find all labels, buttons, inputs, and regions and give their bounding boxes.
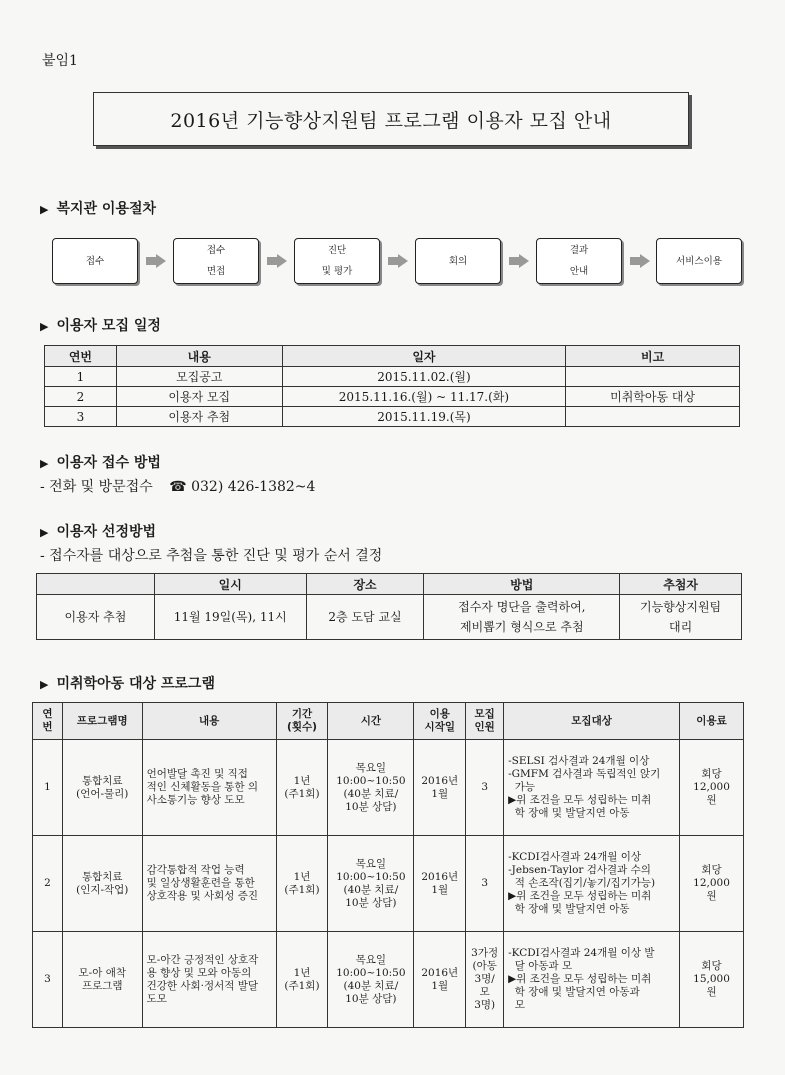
program-quota-cell xyxy=(466,836,504,932)
program-target-cell xyxy=(504,836,680,932)
cell-line: (주1회) xyxy=(284,883,320,896)
cell-line: (주1회) xyxy=(284,787,320,800)
program-fee-cell xyxy=(680,836,744,932)
flow-step-text: 접수 xyxy=(206,245,226,256)
header-line: (횟수) xyxy=(287,721,317,733)
cell-line: 12,000 xyxy=(693,781,730,793)
flow-step-text: 결과 xyxy=(569,245,589,256)
table-cell: 2 xyxy=(45,387,117,407)
program-name-cell xyxy=(62,740,142,836)
cell-line: 2016년 xyxy=(421,774,459,787)
program-period-cell xyxy=(276,740,328,836)
section-schedule-label: 이용자 모집 일정 xyxy=(56,318,161,334)
cell-line: ▶위 조건을 모두 성립하는 미취 xyxy=(508,973,652,985)
cell-line: -SELSI 검사결과 24개월 이상 xyxy=(508,755,650,767)
cell-line: 모-아간 긍정적인 상호작 xyxy=(146,953,259,966)
arrow-right-icon xyxy=(640,254,650,268)
arrow-right-icon xyxy=(519,254,529,268)
cell-line: 회당 xyxy=(701,768,722,780)
flow-step-text: 진단 xyxy=(327,245,347,256)
selection-table xyxy=(36,573,742,640)
program-quota-cell xyxy=(466,932,504,1028)
section-procedure xyxy=(40,198,156,218)
cell-line: 3명) xyxy=(474,999,496,1011)
program-name-cell xyxy=(62,836,142,932)
section-reception xyxy=(40,452,161,472)
table-header: 일시 xyxy=(154,574,306,595)
cell-line: 10분 상담) xyxy=(345,896,397,909)
cell-line: 3명/ xyxy=(474,973,495,985)
table-header xyxy=(466,703,504,740)
program-period-cell xyxy=(276,932,328,1028)
cell-line: 모-아 애착 xyxy=(78,966,126,979)
table-cell: 2015.11.02.(월) xyxy=(282,367,566,387)
cell-line: (40분 치료/ xyxy=(343,883,399,896)
section-procedure-label: 복지관 이용절차 xyxy=(56,201,157,217)
section-programs-label: 미취학아동 대상 프로그램 xyxy=(56,676,215,692)
table-cell: 모집공고 xyxy=(116,367,282,387)
table-header: 장소 xyxy=(306,574,424,595)
schedule-table xyxy=(44,345,740,427)
table-cell: 3 xyxy=(45,407,117,427)
triangle-bullet-icon: ▶ xyxy=(40,320,49,333)
document-title-box xyxy=(93,92,689,146)
program-time-cell xyxy=(328,932,414,1028)
cell-line: 프로그램 xyxy=(81,979,123,992)
cell-line: 학 장애 및 발달지연 아동 xyxy=(508,807,630,819)
cell-line: 용 향상 및 모와 아동의 xyxy=(146,966,252,979)
table-cell xyxy=(620,595,742,640)
drawer-line: 대리 xyxy=(668,620,693,634)
cell-line: 원 xyxy=(706,794,717,806)
cell-line: 학 장애 및 발달지연 아동과 xyxy=(508,986,640,998)
cell-line: 1 xyxy=(44,781,51,793)
section-selection xyxy=(40,521,156,541)
table-cell: 2015.11.16.(월) ~ 11.17.(화) xyxy=(282,387,566,407)
table-row xyxy=(33,932,744,1028)
table-header: 프로그램명 xyxy=(62,703,142,740)
cell-line: 적 손조작(집기/놓기/집기가능) xyxy=(508,877,656,889)
cell-line: (언어-물리) xyxy=(76,787,129,800)
table-cell xyxy=(566,367,740,387)
program-no-cell xyxy=(33,836,63,932)
cell-line: 12,000 xyxy=(693,877,730,889)
cell-line: 회당 xyxy=(701,864,722,876)
cell-line: 10:00~10:50 xyxy=(336,966,406,979)
flow-step-text: 및 평가 xyxy=(321,266,353,277)
table-header xyxy=(414,703,466,740)
cell-line: 도모 xyxy=(146,992,167,1005)
table-header: 모집대상 xyxy=(504,703,680,740)
cell-line: 2016년 xyxy=(421,966,459,979)
cell-line: 10:00~10:50 xyxy=(336,870,406,883)
method-line: 제비뽑기 형식으로 추첨 xyxy=(460,620,584,634)
flow-step-text: 접수 xyxy=(85,255,105,267)
cell-line: 통합치료 xyxy=(81,870,123,883)
table-cell: 이용자 추첨 xyxy=(116,407,282,427)
table-row xyxy=(37,595,742,640)
flow-step-1 xyxy=(52,238,138,284)
table-row xyxy=(33,836,744,932)
cell-line: 15,000 xyxy=(693,973,730,985)
flow-step-3 xyxy=(294,238,380,284)
procedure-flow xyxy=(52,238,742,290)
table-header-diagonal xyxy=(37,574,155,595)
cell-line: (주1회) xyxy=(284,979,320,992)
cell-line: 3 xyxy=(44,973,51,985)
program-period-cell xyxy=(276,836,328,932)
program-start-cell xyxy=(414,836,466,932)
cell-line: 3 xyxy=(481,781,488,793)
table-cell: 1 xyxy=(45,367,117,387)
cell-line: (40분 치료/ xyxy=(343,979,399,992)
cell-line: 언어발달 촉진 및 직접 xyxy=(146,768,248,780)
header-line: 인원 xyxy=(474,721,495,733)
header-line: 시작일 xyxy=(424,721,455,733)
section-schedule xyxy=(40,315,161,335)
cell-line: 목요일 xyxy=(355,761,387,774)
cell-line: 10분 상담) xyxy=(345,800,397,813)
section-reception-label: 이용자 접수 방법 xyxy=(56,455,161,471)
cell-line: 1월 xyxy=(431,883,449,896)
arrow-right-icon xyxy=(277,254,287,268)
cell-line: 2016년 xyxy=(421,870,459,883)
cell-line: 10:00~10:50 xyxy=(336,774,406,787)
flow-step-5 xyxy=(536,238,622,284)
section-selection-label: 이용자 선정방법 xyxy=(56,524,157,540)
table-row xyxy=(45,387,740,407)
table-row xyxy=(33,740,744,836)
cell-line: 1월 xyxy=(431,979,449,992)
table-cell: 2015.11.19.(목) xyxy=(282,407,566,427)
cell-line: 목요일 xyxy=(355,857,387,870)
cell-line: (40분 치료/ xyxy=(343,787,399,800)
program-time-cell xyxy=(328,836,414,932)
triangle-bullet-icon: ▶ xyxy=(40,526,49,539)
program-target-cell xyxy=(504,932,680,1028)
program-start-cell xyxy=(414,932,466,1028)
section-programs xyxy=(40,673,215,693)
program-name-cell xyxy=(62,932,142,1028)
table-row xyxy=(45,407,740,427)
table-header: 비고 xyxy=(566,346,740,367)
header-line: 기간 xyxy=(291,708,313,720)
cell-line: 1년 xyxy=(293,966,311,979)
triangle-bullet-icon: ▶ xyxy=(40,457,49,470)
table-row xyxy=(45,367,740,387)
table-header-row xyxy=(45,346,740,367)
cell-line: 모 xyxy=(479,986,490,998)
cell-line: 적인 신체활동을 통한 의 xyxy=(146,781,259,793)
cell-line: 통합치료 xyxy=(81,774,123,787)
header-line: 모집 xyxy=(474,708,495,720)
table-header: 방법 xyxy=(424,574,620,595)
table-header-row xyxy=(33,703,744,740)
table-header-row xyxy=(37,574,742,595)
program-table xyxy=(32,702,744,1028)
cell-line: 달 아동과 모 xyxy=(508,960,573,972)
cell-line: 및 일상생활훈련을 통한 xyxy=(146,877,255,889)
cell-line: (인지-작업) xyxy=(76,883,129,896)
cell-line: 감각통합적 작업 능력 xyxy=(146,864,245,876)
cell-line: 상호작용 및 사회성 증진 xyxy=(146,890,259,902)
cell-line: 회당 xyxy=(701,960,722,972)
cell-line: ▶위 조건을 모두 성립하는 미취 xyxy=(508,890,652,902)
arrow-right-icon xyxy=(398,254,408,268)
triangle-bullet-icon: ▶ xyxy=(40,203,49,216)
cell-line: 1년 xyxy=(293,774,311,787)
program-content-cell xyxy=(142,740,276,836)
cell-line: 3가정 xyxy=(471,947,499,959)
cell-line: ▶위 조건을 모두 성립하는 미취 xyxy=(508,794,652,806)
reception-phone: ☎ 032) 426-1382~4 xyxy=(169,479,316,495)
cell-line: 2 xyxy=(44,877,51,889)
program-content-cell xyxy=(142,932,276,1028)
document-title: 2016년 기능향상지원팀 프로그램 이용자 모집 안내 xyxy=(170,109,612,132)
arrow-right-icon xyxy=(156,254,166,268)
header-line: 이용 xyxy=(429,708,450,720)
table-header: 연번 xyxy=(45,346,117,367)
table-header: 시간 xyxy=(328,703,414,740)
cell-line: 원 xyxy=(706,986,717,998)
table-header: 추첨자 xyxy=(620,574,742,595)
cell-line: -GMFM 검사결과 독립적인 앉기 xyxy=(508,768,661,780)
program-quota-cell xyxy=(466,740,504,836)
header-line: 번 xyxy=(42,721,53,733)
cell-line: (아동 xyxy=(472,960,497,972)
flow-step-text: 면접 xyxy=(206,266,226,277)
cell-line: 1월 xyxy=(431,787,449,800)
cell-line: 학 장애 및 발달지연 아동 xyxy=(508,903,630,915)
method-line: 접수자 명단을 출력하여, xyxy=(458,600,586,614)
table-cell xyxy=(566,407,740,427)
reception-method xyxy=(40,476,315,496)
reception-text: - 전화 및 방문접수 xyxy=(40,479,153,495)
table-header: 내용 xyxy=(116,346,282,367)
program-fee-cell xyxy=(680,932,744,1028)
table-cell: 11월 19일(목), 11시 xyxy=(154,595,306,640)
program-no-cell xyxy=(33,740,63,836)
table-header: 내용 xyxy=(142,703,276,740)
triangle-bullet-icon: ▶ xyxy=(40,678,49,691)
table-header xyxy=(33,703,63,740)
selection-text: - 접수자를 대상으로 추첨을 통한 진단 및 평가 순서 결정 xyxy=(40,548,383,564)
cell-line: 목요일 xyxy=(355,953,387,966)
cell-line: 10분 상담) xyxy=(345,992,397,1005)
flow-step-text: 회의 xyxy=(448,255,468,267)
header-line: 연 xyxy=(42,708,53,720)
table-cell: 2층 도담 교실 xyxy=(306,595,424,640)
program-rows xyxy=(33,740,744,1028)
cell-line: 모 xyxy=(508,999,525,1011)
program-time-cell xyxy=(328,740,414,836)
cell-line: 사소통기능 향상 도모 xyxy=(146,794,245,806)
cell-line: 3 xyxy=(481,877,488,889)
flow-step-text: 안내 xyxy=(569,266,589,277)
program-no-cell xyxy=(33,932,63,1028)
table-cell xyxy=(424,595,620,640)
cell-line: 건강한 사회·정서적 발달 xyxy=(146,979,259,992)
table-header: 이용료 xyxy=(680,703,744,740)
program-fee-cell xyxy=(680,740,744,836)
table-header: 일자 xyxy=(282,346,566,367)
cell-line: 1년 xyxy=(293,870,311,883)
table-cell: 이용자 모집 xyxy=(116,387,282,407)
cell-line: -KCDI검사결과 24개월 이상 xyxy=(508,851,641,863)
table-cell: 미취학아동 대상 xyxy=(566,387,740,407)
drawer-line: 기능향상지원팀 xyxy=(640,600,722,614)
program-target-cell xyxy=(504,740,680,836)
flow-step-4 xyxy=(415,238,501,284)
flow-step-2 xyxy=(173,238,259,284)
cell-line: -Jebsen-Taylor 검사결과 수의 xyxy=(508,864,651,876)
program-start-cell xyxy=(414,740,466,836)
table-cell: 이용자 추첨 xyxy=(37,595,155,640)
table-header xyxy=(276,703,328,740)
program-content-cell xyxy=(142,836,276,932)
cell-line: 원 xyxy=(706,890,717,902)
flow-step-text: 서비스이용 xyxy=(676,255,722,267)
flow-step-6 xyxy=(656,238,742,284)
attachment-label: 붙임1 xyxy=(42,53,78,69)
cell-line: -KCDI검사결과 24개월 이상 발 xyxy=(508,947,655,959)
cell-line: 가능 xyxy=(508,781,536,793)
